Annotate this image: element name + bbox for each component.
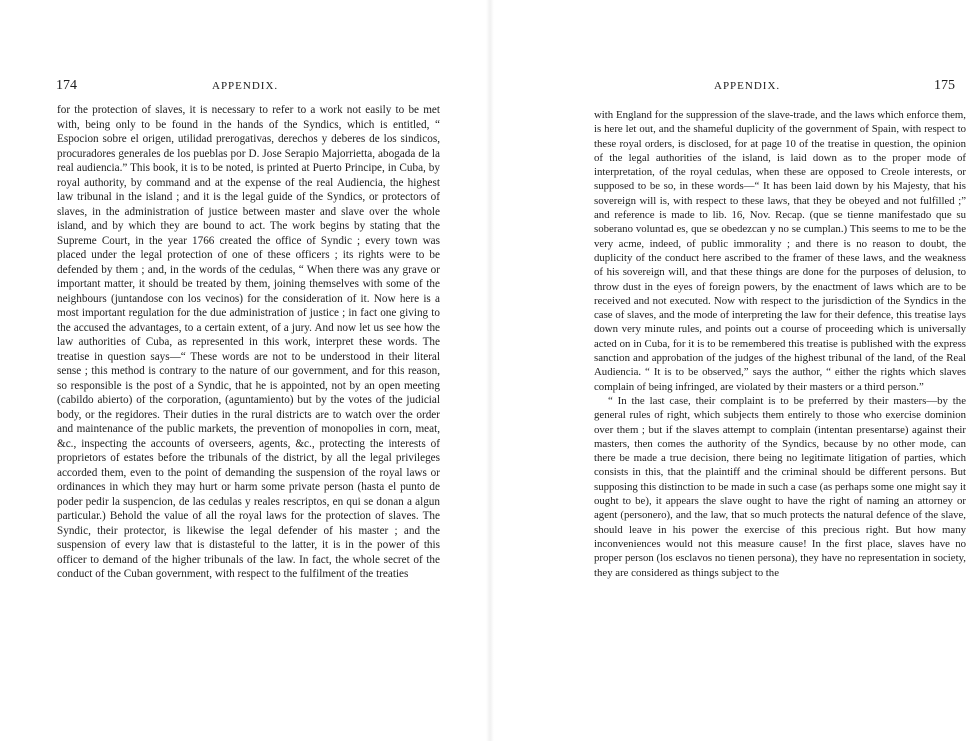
page-number: 175 bbox=[934, 78, 955, 93]
paragraph: with England for the suppression of the slave-trade, and the laws which enforce them, is here let out, and the shameful duplicity of the government of Spain, with respect to these royal orders, is disclosed, for at page 10 of the treatise in question, the opinion of the legal authorities of the island, is laid down as to the proper mode of interpretation, of the royal cedulas, when these are opposed to Creole interests, or supposed to be so, in these words—“ It has been laid down by his Majesty, that his sovereign will is, with respect to these laws, that they be obeyed and not fulfilled ;” and reference is made to lib. 16, Nov. Recap. (que se tienne manifestado que su soberano voluntad es, que se obedezcan y no se cumplan.) This seems to me to be the very acme, indeed, of public immorality ; and there is no reason to doubt, the duplicity of the conduct here ascribed to the framer of these laws, and the weakness of his sovereign will, and that these things are done for the purposes of delusion, to throw dust in the eyes of foreign powers, by the enactment of laws which are to be received and not executed. Now with respect to the jurisdiction of the Syndics in the case of slaves, and the mode of interpreting the law for their defence, this treatise lays down very minute rules, and points out a course of proceeding which is universally acted on in Cuba, for it is to be remembered this treatise is published with the express sanction and approbation of the judges of the highest tribunal of the land, of the Real Audiencia. “ It is to be observed,” says the author, “ either the rights which slaves complain of being infringed, are violated by their masters or a third person.” bbox=[594, 109, 966, 393]
body-text bbox=[594, 108, 966, 580]
page-number: 174 bbox=[56, 78, 77, 93]
running-header: APPENDIX. bbox=[714, 80, 781, 92]
running-header: APPENDIX. bbox=[212, 80, 279, 92]
paragraph: for the protection of slaves, it is necessary to refer to a work not easily to be met with, being only to be found in the hands of the Syndics, which is entitled, “ Espocion sobre el origen, utilidad prerogativas, derechos y deberes de los sindicos, procuradores generales de los pueblas por D. Jose Serapio Majorrietta, abogada de la real audiencia.” This book, it is to be noted, is printed at Puerto Principe, in Cuba, by royal authority, by command and at the expense of the real Audiencia, the highest law tribunal in the island ; and it is the legal guide of the Syndics, or protectors of slaves, in the administration of justice between master and slave over the whole island, and by which they are bound to act. The work begins by stating that the Supreme Court, in the year 1766 created the office of Syndic ; every town was placed under the legal protection of one of these officers ; its rights were to be defended by them ; and, in the words of the cedulas, “ When there was any grave or important matter, it should be treated by them, joining themselves with some of the neighbours (juntandose con los vecinos) for the consideration of it. Now here is a most important regulation for the due administration of justice ; in fact one giving to the accused the advantages, to a certain extent, of a jury. And now let us see how the law authorities of Cuba, as represented in this work, interpret these words. The treatise in question says—“ These words are not to be understood in their literal sense ; this method is contrary to the nature of our government, and for this reason, so responsible is the post of a Syndic, that he is appointed, not by an open meeting (cabildo abierto) of the corporation, (aguntamiento) but by the votes of the judicial body, or the regidores. Their duties in the rural districts are to watch over the order and maintenance of the public markets, the prevention of monopolies in corn, meat, &c., inspecting the accounts of overseers, agents, &c., protecting the interests of proprietors of estates before the tribunals of the district, by all the legal privileges accorded them, even to the point of demanding the suspension of the royal laws or ordinances in which they may hurt or harm some private person (hasta el punto de poder pedir la suspencion, de las cedulas y reales rescriptos, en qui se donan a algun particular.) Behold the value of all the royal laws for the protection of slaves. The Syndic, their protector, is likewise the legal defender of his master ; and the suspension of every law that is distasteful to the latter, it is in the power of this officer to demand of the higher tribunals of the law. In fact, the whole secret of the conduct of the Cuban government, with respect to the fulfilment of the treaties bbox=[57, 104, 440, 580]
paragraph: “ In the last case, their complaint is to be preferred by their masters—by the general rules of right, which subjects them entirely to those who exercise dominion over them ; but if the slaves attempt to complain (intentan presentarse) against their masters, then comes the authority of the Syndics, because by no other mode, can there be made a true decision, there being no legitimate litigation of parties, which consists in this, that the plaintiff and the criminal should be different persons. But supposing this distinction to be made in such a case (as perhaps some one might say it ought to be), it appears the slave ought to have the right of naming an attorney or agent (personero), and the law, that so much protects the natural defence of the slave, should leave in his power the exercise of this precious right. But how many inconveniences would not this measure cause! In the first place, slaves have no proper person (los esclavos no tienen persona), they have no representation in society, they are considered as things subject to the bbox=[594, 394, 966, 579]
right-page bbox=[490, 0, 980, 741]
body-text bbox=[57, 103, 440, 582]
